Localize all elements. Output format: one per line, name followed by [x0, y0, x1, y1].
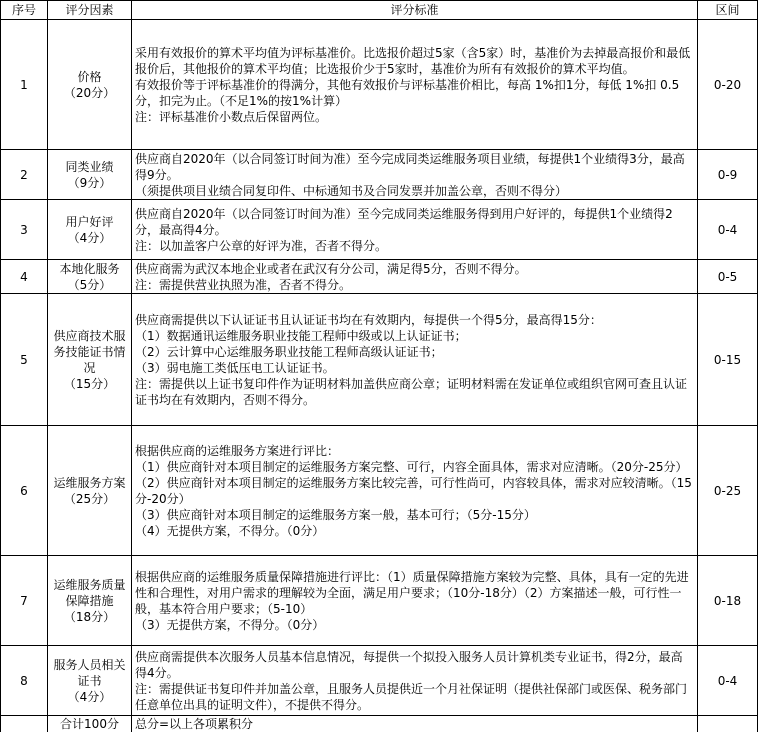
standard-line: 有效报价等于评标基准价的得满分，其他有效报价与评标基准价相比，每高 1%扣1分，每低 1%扣 0.5分，扣完为止。（不足1%的按1%计算） [135, 77, 680, 108]
table-row [1, 556, 758, 646]
row-factor [48, 200, 132, 260]
row-factor [48, 556, 132, 646]
row-index: 3 [1, 200, 48, 260]
header-standard: 评分标准 [132, 1, 698, 20]
standard-line: （1）供应商针对本项目制定的运维服务方案完整、可行，内容全面具体，需求对应清晰。（20分-25分） [135, 459, 688, 474]
standard-line: 注：需提供证书复印件并加盖公章，且服务人员提供近一个月社保证明（提供社保部门或医保、税务部门任意单位出具的证明文件），不提供不得分。 [135, 681, 688, 712]
total-text: 总分=以上各项累积分 [132, 716, 698, 733]
row-index: 6 [1, 426, 48, 556]
total-label: 合计100分 [48, 716, 132, 733]
factor-name: 供应商技术服务技能证书情况 [53, 328, 126, 375]
factor-name: 服务人员相关证书 [53, 657, 126, 688]
standard-line: 供应商自2020年（以合同签订时间为准）至今完成同类运维服务得到用户好评的，每提供1个业绩得2分，最高得4分。 [135, 206, 673, 237]
factor-points: （15分） [63, 376, 116, 391]
factor-points: （25分） [63, 491, 116, 506]
row-standard [132, 200, 698, 260]
table-row [1, 260, 758, 294]
standard-line: 供应商需提供本次服务人员基本信息情况，每提供一个拟投入服务人员计算机类专业证书，得2分，最高得4分。 [135, 649, 683, 680]
row-range: 0-25 [698, 426, 758, 556]
row-range: 0-20 [698, 20, 758, 150]
standard-line: （3）弱电施工类低压电工认证证书。 [135, 360, 335, 375]
factor-name: 同类业绩 [65, 159, 114, 174]
table-row [1, 20, 758, 150]
standard-line: 注：需提供营业执照为准，否者不得分。 [135, 277, 352, 292]
table-row [1, 426, 758, 556]
total-row [1, 716, 758, 733]
standard-line: （2）供应商针对本项目制定的运维服务方案比较完善，可行性尚可，内容较具体，需求对应较清晰。（15分-20分） [135, 475, 692, 506]
row-standard [132, 20, 698, 150]
standard-line: 注：评标基准价小数点后保留两位。 [135, 109, 328, 124]
factor-points: （9分） [67, 175, 112, 190]
standard-line: 注：需提供以上证书复印件作为证明材料加盖供应商公章；证明材料需在发证单位或组织官网可查且认证证书均在有效期内，否则不得分。 [135, 376, 688, 407]
row-factor [48, 260, 132, 294]
table-row [1, 294, 758, 426]
table-body [1, 20, 758, 716]
header-index: 序号 [1, 1, 48, 20]
row-range: 0-4 [698, 200, 758, 260]
row-range: 0-15 [698, 294, 758, 426]
row-index: 5 [1, 294, 48, 426]
factor-points: （5分） [67, 277, 112, 292]
row-range: 0-9 [698, 150, 758, 200]
factor-points: （18分） [63, 609, 116, 624]
standard-line: 根据供应商的运维服务方案进行评比： [135, 443, 340, 458]
table-row [1, 150, 758, 200]
standard-line: 注：以加盖客户公章的好评为准，否者不得分。 [135, 238, 388, 253]
standard-line: （1）数据通讯运维服务职业技能工程师中级或以上认证证书； [135, 328, 467, 343]
row-factor [48, 20, 132, 150]
standard-line: （3）供应商针对本项目制定的运维服务方案一般，基本可行；（5分-15分） [135, 507, 536, 522]
row-range: 0-18 [698, 556, 758, 646]
factor-name: 运维服务方案 [53, 475, 126, 490]
row-factor [48, 150, 132, 200]
header-factor: 评分因素 [48, 1, 132, 20]
factor-points: （20分） [63, 85, 116, 100]
row-standard [132, 426, 698, 556]
factor-points: （4分） [67, 230, 112, 245]
standard-line: 供应商自2020年（以合同签订时间为准）至今完成同类运维服务项目业绩，每提供1个业绩得3分，最高得9分。 [135, 151, 685, 182]
factor-points: （4分） [67, 689, 112, 704]
row-index: 1 [1, 20, 48, 150]
row-standard [132, 294, 698, 426]
table-row [1, 200, 758, 260]
standard-line: （2）云计算中心运维服务职业技能工程师高级认证证书； [135, 344, 443, 359]
standard-line: （3）无提供方案，不得分。（0分） [135, 617, 325, 632]
factor-name: 用户好评 [65, 214, 114, 229]
table-row [1, 646, 758, 716]
row-standard [132, 646, 698, 716]
standard-line: 供应商需为武汉本地企业或者在武汉有分公司，满足得5分，否则不得分。 [135, 261, 527, 276]
header-row [1, 1, 758, 20]
row-factor [48, 294, 132, 426]
row-index: 4 [1, 260, 48, 294]
row-standard [132, 150, 698, 200]
factor-name: 价格 [77, 69, 102, 84]
row-standard [132, 260, 698, 294]
standard-line: （4）无提供方案，不得分。（0分） [135, 523, 325, 538]
row-range: 0-5 [698, 260, 758, 294]
row-standard [132, 556, 698, 646]
row-factor [48, 426, 132, 556]
row-index: 7 [1, 556, 48, 646]
factor-name: 运维服务质量保障措施 [53, 577, 126, 608]
standard-line: （须提供项目业绩合同复印件、中标通知书及合同发票并加盖公章，否则不得分） [135, 183, 568, 198]
row-factor [48, 646, 132, 716]
factor-name: 本地化服务 [59, 261, 120, 276]
row-index: 8 [1, 646, 48, 716]
standard-line: 根据供应商的运维服务质量保障措施进行评比：（1）质量保障措施方案较为完整、具体，具有一定的先进性和合理性，对用户需求的理解较为全面，满足用户要求；（10分-18分）（2）方案描述一般，可行性一般，基本符合用户要求；（5-10） [135, 569, 689, 616]
standard-line: 供应商需提供以下认证证书且认证证书均在有效期内，每提供一个得5分，最高得15分： [135, 312, 602, 327]
standard-line: 采用有效报价的算术平均值为评标基准价。比选报价超过5家（含5家）时，基准价为去掉最高报价和最低报价后，其他报价的算术平均值；比选报价少于5家时，基准价为所有有效报价的算术平均值。 [135, 45, 691, 76]
row-index: 2 [1, 150, 48, 200]
header-range: 区间 [698, 1, 758, 20]
row-range: 0-4 [698, 646, 758, 716]
